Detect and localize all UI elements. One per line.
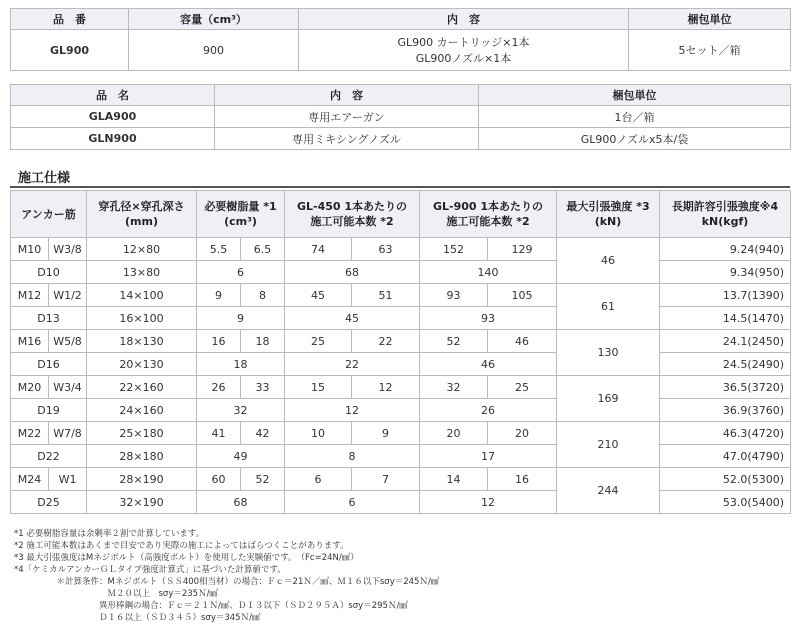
long-strength: 9.24(940) — [660, 238, 791, 261]
anchor-m: M12 — [11, 284, 49, 307]
anchor-d: D19 — [11, 399, 87, 422]
long-strength: 53.0(5400) — [660, 491, 791, 514]
footnote: *2 施工可能本数はあくまで目安であり実際の施工によってはばらつくことがあります。 — [14, 541, 349, 551]
header-gl900-line2: 施工可能本数 *2 — [446, 215, 530, 228]
accessory-content: 専用エアーガン — [215, 106, 479, 128]
product-code: GL900 — [11, 30, 129, 71]
long-strength: 46.3(4720) — [660, 422, 791, 445]
accessory-name: GLA900 — [11, 106, 215, 128]
table-row — [11, 353, 791, 376]
table-row — [11, 307, 791, 330]
header-long-line1: 長期許容引張強度※4 — [671, 200, 779, 213]
content-line-1: GL900 カートリッジ×1本 — [397, 36, 530, 49]
table-row — [11, 422, 791, 445]
max-strength: 130 — [557, 330, 660, 376]
hole-size: 24×160 — [87, 399, 197, 422]
table-row — [11, 106, 791, 128]
gl900-d: 140 — [420, 261, 557, 284]
anchor-w: W1/2 — [49, 284, 87, 307]
header-gl450 — [285, 191, 420, 238]
hole-size: 32×190 — [87, 491, 197, 514]
section-title: 施工仕様 — [18, 171, 71, 186]
hole-size: 20×130 — [87, 353, 197, 376]
footnote: *4「ケミカルアンカーＧＬタイプ強度計算式」に基づいた計算値です。 — [14, 565, 286, 575]
header-long — [660, 191, 791, 238]
anchor-d: D13 — [11, 307, 87, 330]
table-row — [11, 284, 791, 307]
gl450-w: 9 — [352, 422, 420, 445]
spec-body — [11, 238, 791, 514]
anchor-w: W7/8 — [49, 422, 87, 445]
table-row — [11, 399, 791, 422]
anchor-w: W3/4 — [49, 376, 87, 399]
anchor-m: M20 — [11, 376, 49, 399]
long-strength: 24.1(2450) — [660, 330, 791, 353]
gl450-w: 12 — [352, 376, 420, 399]
gl900-w: 105 — [488, 284, 557, 307]
table-row — [11, 330, 791, 353]
max-strength: 210 — [557, 422, 660, 468]
resin-m: 60 — [197, 468, 241, 491]
anchor-w: W1 — [49, 468, 87, 491]
anchor-m: M10 — [11, 238, 49, 261]
gl450-m: 25 — [285, 330, 352, 353]
gl900-d: 12 — [420, 491, 557, 514]
accessory-unit: GL900ノズルx5本/袋 — [479, 128, 791, 150]
footnotes — [14, 528, 439, 624]
header-code: 品 番 — [11, 9, 129, 30]
resin-w: 33 — [241, 376, 285, 399]
long-strength: 13.7(1390) — [660, 284, 791, 307]
max-strength: 169 — [557, 376, 660, 422]
hole-size: 28×190 — [87, 468, 197, 491]
table-row — [11, 468, 791, 491]
resin-m: 5.5 — [197, 238, 241, 261]
footnote: Ｄ１６以上（ＳＤ３４５）sσy＝345Ｎ/㎟ — [14, 613, 261, 623]
footnote: 異形棒鋼の場合：Ｆｃ＝２１Ｎ/㎟、Ｄ１３以下（ＳＤ２９５Ａ）sσy＝295Ｎ/㎟ — [14, 601, 408, 611]
gl900-m: 93 — [420, 284, 488, 307]
gl450-w: 7 — [352, 468, 420, 491]
footnote: *1 必要樹脂容量は余剰率２割で計算しています。 — [14, 529, 205, 539]
gl450-d: 22 — [285, 353, 420, 376]
product-table — [10, 8, 791, 71]
resin-m: 16 — [197, 330, 241, 353]
gl450-d: 68 — [285, 261, 420, 284]
accessory-table — [10, 84, 791, 150]
header-gl450-line2: 施工可能本数 *2 — [310, 215, 394, 228]
header-max-line2: (kN) — [594, 215, 622, 228]
gl900-w: 129 — [488, 238, 557, 261]
header-content: 内 容 — [215, 85, 479, 106]
long-strength: 9.34(950) — [660, 261, 791, 284]
spec-table — [10, 190, 791, 514]
gl450-m: 45 — [285, 284, 352, 307]
resin-d: 49 — [197, 445, 285, 468]
long-strength: 52.0(5300) — [660, 468, 791, 491]
table-row — [11, 128, 791, 150]
header-content: 内 容 — [299, 9, 629, 30]
gl900-w: 20 — [488, 422, 557, 445]
header-resin — [197, 191, 285, 238]
anchor-m: M22 — [11, 422, 49, 445]
header-name: 品 名 — [11, 85, 215, 106]
table-row — [11, 445, 791, 468]
gl900-d: 17 — [420, 445, 557, 468]
resin-w: 42 — [241, 422, 285, 445]
accessory-unit: 1台／箱 — [479, 106, 791, 128]
long-strength: 14.5(1470) — [660, 307, 791, 330]
header-gl900 — [420, 191, 557, 238]
accessory-name: GLN900 — [11, 128, 215, 150]
resin-w: 8 — [241, 284, 285, 307]
gl900-m: 52 — [420, 330, 488, 353]
header-resin-line1: 必要樹脂量 *1 — [204, 200, 277, 213]
gl450-d: 45 — [285, 307, 420, 330]
header-capacity: 容量（cm³） — [129, 9, 299, 30]
hole-size: 25×180 — [87, 422, 197, 445]
header-long-line2: kN(kgf) — [701, 215, 749, 228]
product-capacity: 900 — [129, 30, 299, 71]
table-row — [11, 376, 791, 399]
header-hole-line1: 穿孔径×穿孔深さ — [98, 200, 185, 213]
max-strength: 244 — [557, 468, 660, 514]
anchor-w: W5/8 — [49, 330, 87, 353]
gl450-m: 74 — [285, 238, 352, 261]
header-resin-line2: (cm³) — [224, 215, 257, 228]
header-hole — [87, 191, 197, 238]
gl900-w: 16 — [488, 468, 557, 491]
header-gl450-line1: GL-450 1本あたりの — [296, 200, 408, 213]
resin-w: 18 — [241, 330, 285, 353]
gl900-m: 20 — [420, 422, 488, 445]
max-strength: 61 — [557, 284, 660, 330]
table-row — [11, 491, 791, 514]
footnote: *3 最大引張強度はMネジボルト（高強度ボルト）を使用した実験値です。 （Fc=24N/㎟） — [14, 553, 359, 563]
anchor-d: D25 — [11, 491, 87, 514]
accessory-content: 専用ミキシングノズル — [215, 128, 479, 150]
long-strength: 47.0(4790) — [660, 445, 791, 468]
header-max — [557, 191, 660, 238]
hole-size: 16×100 — [87, 307, 197, 330]
gl900-m: 32 — [420, 376, 488, 399]
gl450-w: 51 — [352, 284, 420, 307]
gl900-d: 26 — [420, 399, 557, 422]
product-content — [299, 30, 629, 71]
hole-size: 14×100 — [87, 284, 197, 307]
max-strength: 46 — [557, 238, 660, 284]
resin-w: 52 — [241, 468, 285, 491]
hole-size: 22×160 — [87, 376, 197, 399]
header-unit: 梱包単位 — [479, 85, 791, 106]
gl450-m: 6 — [285, 468, 352, 491]
gl900-m: 152 — [420, 238, 488, 261]
header-hole-line2: (mm) — [125, 215, 158, 228]
long-strength: 24.5(2490) — [660, 353, 791, 376]
gl900-w: 46 — [488, 330, 557, 353]
resin-d: 32 — [197, 399, 285, 422]
hole-size: 28×180 — [87, 445, 197, 468]
anchor-d: D22 — [11, 445, 87, 468]
content-line-2: GL900ノズル×1本 — [415, 52, 512, 65]
table-row — [11, 238, 791, 261]
gl450-d: 8 — [285, 445, 420, 468]
gl450-m: 10 — [285, 422, 352, 445]
resin-m: 9 — [197, 284, 241, 307]
gl900-d: 46 — [420, 353, 557, 376]
resin-d: 9 — [197, 307, 285, 330]
header-anchor: アンカー筋 — [11, 191, 87, 238]
long-strength: 36.5(3720) — [660, 376, 791, 399]
header-max-line1: 最大引張強度 *3 — [566, 200, 650, 213]
anchor-w: W3/8 — [49, 238, 87, 261]
hole-size: 18×130 — [87, 330, 197, 353]
resin-w: 6.5 — [241, 238, 285, 261]
gl450-d: 6 — [285, 491, 420, 514]
resin-m: 41 — [197, 422, 241, 445]
anchor-m: M16 — [11, 330, 49, 353]
resin-m: 26 — [197, 376, 241, 399]
resin-d: 68 — [197, 491, 285, 514]
gl450-w: 63 — [352, 238, 420, 261]
gl900-w: 25 — [488, 376, 557, 399]
table-row — [11, 261, 791, 284]
anchor-d: D10 — [11, 261, 87, 284]
hole-size: 12×80 — [87, 238, 197, 261]
gl450-w: 22 — [352, 330, 420, 353]
header-gl900-line1: GL-900 1本あたりの — [432, 200, 544, 213]
product-unit: 5セット／箱 — [629, 30, 791, 71]
header-unit: 梱包単位 — [629, 9, 791, 30]
anchor-d: D16 — [11, 353, 87, 376]
gl450-d: 12 — [285, 399, 420, 422]
footnote: Ｍ２０以上 sσy＝235Ｎ/㎟ — [14, 589, 218, 599]
footnote: ＊計算条件：Mネジボルト（ＳＳ400相当材）の場合：Ｆｃ＝21Ｎ／㎟、Ｍ１６以下sσy＝245Ｎ/㎟ — [14, 577, 440, 587]
resin-d: 6 — [197, 261, 285, 284]
gl900-d: 93 — [420, 307, 557, 330]
hole-size: 13×80 — [87, 261, 197, 284]
resin-d: 18 — [197, 353, 285, 376]
long-strength: 36.9(3760) — [660, 399, 791, 422]
gl450-m: 15 — [285, 376, 352, 399]
anchor-m: M24 — [11, 468, 49, 491]
gl900-m: 14 — [420, 468, 488, 491]
section-heading — [10, 164, 790, 188]
